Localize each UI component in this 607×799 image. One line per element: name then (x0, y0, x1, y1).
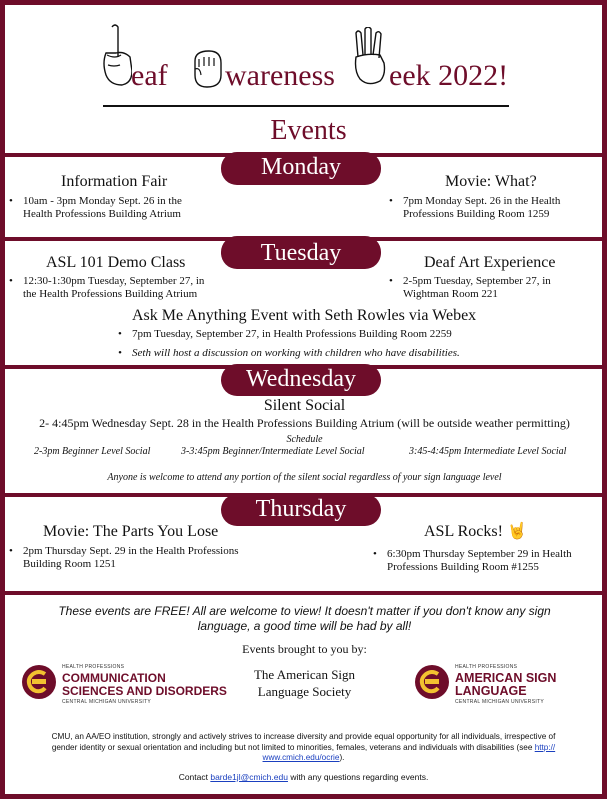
thursday-right-line2: Professions Building Room #1255 (387, 561, 539, 573)
wednesday-title: Silent Social (263, 397, 346, 414)
wednesday-day-pill: Wednesday (221, 364, 381, 396)
monday-right-line1: 7pm Monday Sept. 26 in the Health (403, 195, 561, 207)
free-line-2: language, a good time will be had by all! (197, 619, 412, 633)
asl-d-hand-icon (98, 23, 132, 89)
tuesday-left-line1: 12:30-1:30pm Tuesday, September 27, in (23, 275, 205, 287)
eo-line-3: ). (339, 753, 345, 762)
thursday-day-pill: Thursday (221, 494, 381, 526)
tuesday-right-line2: Wightman Room 221 (403, 288, 498, 300)
free-line-1: These events are FREE! All are welcome to view! It doesn't matter if you don't know any sign (58, 604, 551, 618)
tuesday-section: ASL 101 Demo Class • 12:30-1:30pm Tuesday, September 27, in the Health Professions Building Atrium Deaf Art Experience • 2-5pm Tuesday, September 27, in Wightman Room 221 Ask Me Anything Event with Seth Rowles via Webex • 7pm Tuesday, September 27, in Health Professions Building Room 2259 • Seth will host a discussion on working with children who have disabilities. (5, 241, 602, 365)
wednesday-slot-3: 3:45-4:45pm Intermediate Level Social (409, 446, 567, 457)
tuesday-left-line2: the Health Professions Building Atrium (23, 288, 198, 300)
title-part-3: eek 2022! (389, 59, 509, 92)
cmu-c-logo-right-icon (414, 664, 450, 700)
thursday-left-title: Movie: The Parts You Lose (43, 523, 219, 540)
header-section (5, 5, 602, 153)
eo-statement (5, 732, 602, 764)
thursday-right-title-text: ASL Rocks! (424, 523, 503, 540)
thursday-left-line1: 2pm Thursday Sept. 29 in the Health Professions (23, 545, 239, 557)
tuesday-right-title: Deaf Art Experience (424, 254, 556, 271)
monday-right-title: Movie: What? (445, 173, 537, 190)
monday-left-title: Information Fair (61, 173, 168, 190)
logo-left-main-1: COMMUNICATION (62, 671, 166, 685)
wednesday-schedule-label: Schedule (286, 434, 323, 445)
contact-post: with any questions regarding events. (287, 772, 429, 782)
monday-right-line2: Professions Building Room 1259 (403, 208, 550, 220)
monday-section: Information Fair • 10am - 3pm Monday Sept. 26 in the Health Professions Building Atrium Movie: What? • 7pm Monday Sept. 26 in the Health Professions Building Room 1259 (5, 157, 602, 237)
tuesday-right-line1: 2-5pm Tuesday, September 27, in (403, 275, 551, 287)
wednesday-note: Anyone is welcome to attend any portion of the silent social regardless of your sign language level (107, 472, 502, 483)
contact-line (5, 772, 602, 782)
society-line-1: The American Sign (253, 667, 356, 682)
title-part-1: eaf (131, 59, 168, 92)
logo-right-main-2: LANGUAGE (455, 684, 527, 698)
monday-day-pill: Monday (221, 152, 381, 185)
footer-section (5, 595, 602, 794)
monday-left-line2: Health Professions Building Atrium (23, 208, 181, 220)
society-line-2: Language Society (257, 684, 352, 699)
thursday-left-line2: Building Room 1251 (23, 558, 116, 570)
logo-left-main-2: SCIENCES AND DISORDERS (62, 684, 227, 698)
logo-left-sub: CENTRAL MICHIGAN UNIVERSITY (62, 699, 152, 705)
logo-right-small: HEALTH PROFESSIONS (455, 664, 518, 670)
wednesday-slot-1: 2-3pm Beginner Level Social (34, 446, 151, 457)
contact-email-link[interactable]: barde1jl@cmich.edu (210, 772, 288, 782)
logo-left-small: HEALTH PROFESSIONS (62, 664, 125, 670)
wednesday-line1: 2- 4:45pm Wednesday Sept. 28 in the Health Professions Building Atrium (will be outside weather permitting) (39, 416, 570, 430)
thursday-right-title (424, 521, 527, 541)
asl-w-hand-icon (350, 27, 390, 89)
eo-link-2[interactable]: www.cmich.edu/ocrie (262, 753, 340, 762)
logo-right-main-1: AMERICAN SIGN (455, 671, 557, 685)
tuesday-day-pill: Tuesday (221, 236, 381, 269)
events-heading: Events (270, 115, 347, 146)
eo-line-2: gender identity or sexual orientation and including but not limited to minorities, females, veterans and individuals with disabilities (see (51, 742, 535, 752)
tuesday-left-title: ASL 101 Demo Class (46, 254, 186, 271)
wednesday-slot-2: 3-3:45pm Beginner/Intermediate Level Social (181, 446, 365, 457)
eo-line-1: CMU, an AA/EO institution, strongly and actively strives to increase diversity and provide equal opportunity for all individuals, irrespective of (51, 732, 556, 741)
tuesday-ama-title: Ask Me Anything Event with Seth Rowles via Webex (132, 307, 477, 324)
brought-by: Events brought to you by: (242, 642, 367, 656)
rock-hand-icon: 🤘 (506, 523, 527, 540)
asl-a-hand-icon (191, 49, 225, 89)
logo-right-sub: CENTRAL MICHIGAN UNIVERSITY (455, 699, 545, 705)
thursday-right-line1: 6:30pm Thursday September 29 in Health (387, 548, 572, 560)
monday-left-line1: 10am - 3pm Monday Sept. 26 in the (23, 195, 182, 207)
title-part-2: wareness (225, 59, 335, 92)
thursday-section: Movie: The Parts You Lose • 2pm Thursday Sept. 29 in the Health Professions Building Room 1251 ASL Rocks! 🤘 • 6:30pm Thursday September 29 in Health Professions Building Room #1255 (5, 497, 602, 591)
eo-link-1[interactable]: http:// (534, 742, 556, 752)
contact-pre: Contact (178, 772, 211, 782)
title-underline (103, 105, 509, 107)
